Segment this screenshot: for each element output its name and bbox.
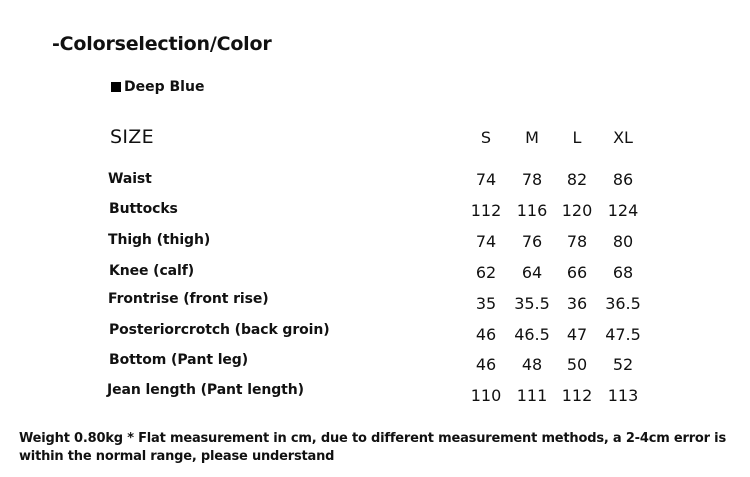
table-cell: 74	[475, 232, 497, 251]
measurement-note: Weight 0.80kg * Flat measurement in cm, due to different measurement methods, a 2-4cm error is within the normal range, please understand	[19, 431, 726, 464]
table-cell: 111	[516, 386, 548, 405]
table-cell: 62	[475, 263, 497, 282]
row-label-knee: Knee (calf)	[109, 263, 195, 279]
table-cell: 47	[566, 325, 588, 344]
table-cell: 80	[612, 232, 634, 251]
table-cell: 46.5	[514, 325, 550, 344]
color-swatch-icon	[111, 82, 121, 92]
table-cell: 68	[612, 263, 634, 282]
color-label: Deep Blue	[124, 79, 205, 95]
column-header-l: L	[572, 128, 582, 147]
table-cell: 110	[470, 386, 502, 405]
table-cell: 74	[475, 170, 497, 189]
row-label-back-crotch: Posteriorcrotch (back groin)	[109, 322, 330, 338]
table-cell: 64	[521, 263, 543, 282]
table-cell: 50	[566, 355, 588, 374]
table-cell: 36	[566, 294, 588, 313]
table-cell: 78	[521, 170, 543, 189]
table-cell: 52	[612, 355, 634, 374]
table-cell: 112	[470, 201, 502, 220]
row-label-thigh: Thigh (thigh)	[108, 232, 211, 248]
section-title: -Colorselection/Color	[52, 33, 272, 55]
row-label-buttocks: Buttocks	[109, 201, 178, 217]
table-cell: 113	[607, 386, 639, 405]
table-cell: 46	[475, 355, 497, 374]
table-cell: 47.5	[605, 325, 641, 344]
row-label-waist: Waist	[108, 171, 152, 187]
table-cell: 46	[475, 325, 497, 344]
table-cell: 120	[561, 201, 593, 220]
table-cell: 116	[516, 201, 548, 220]
table-cell: 35	[475, 294, 497, 313]
color-option	[111, 79, 204, 95]
table-cell: 76	[521, 232, 543, 251]
table-cell: 35.5	[514, 294, 550, 313]
row-label-pant-length: Jean length (Pant length)	[107, 382, 304, 398]
table-cell: 82	[566, 170, 588, 189]
table-cell: 36.5	[605, 294, 641, 313]
row-label-pant-leg: Bottom (Pant leg)	[109, 352, 249, 368]
column-header-m: M	[525, 128, 539, 147]
table-cell: 124	[607, 201, 639, 220]
table-cell: 48	[521, 355, 543, 374]
row-label-front-rise: Frontrise (front rise)	[108, 291, 269, 307]
table-cell: 86	[612, 170, 634, 189]
column-header-s: S	[480, 128, 492, 147]
table-cell: 66	[566, 263, 588, 282]
table-cell: 112	[561, 386, 593, 405]
column-header-xl: XL	[613, 128, 633, 147]
size-table-title: SIZE	[110, 126, 154, 148]
table-cell: 78	[566, 232, 588, 251]
